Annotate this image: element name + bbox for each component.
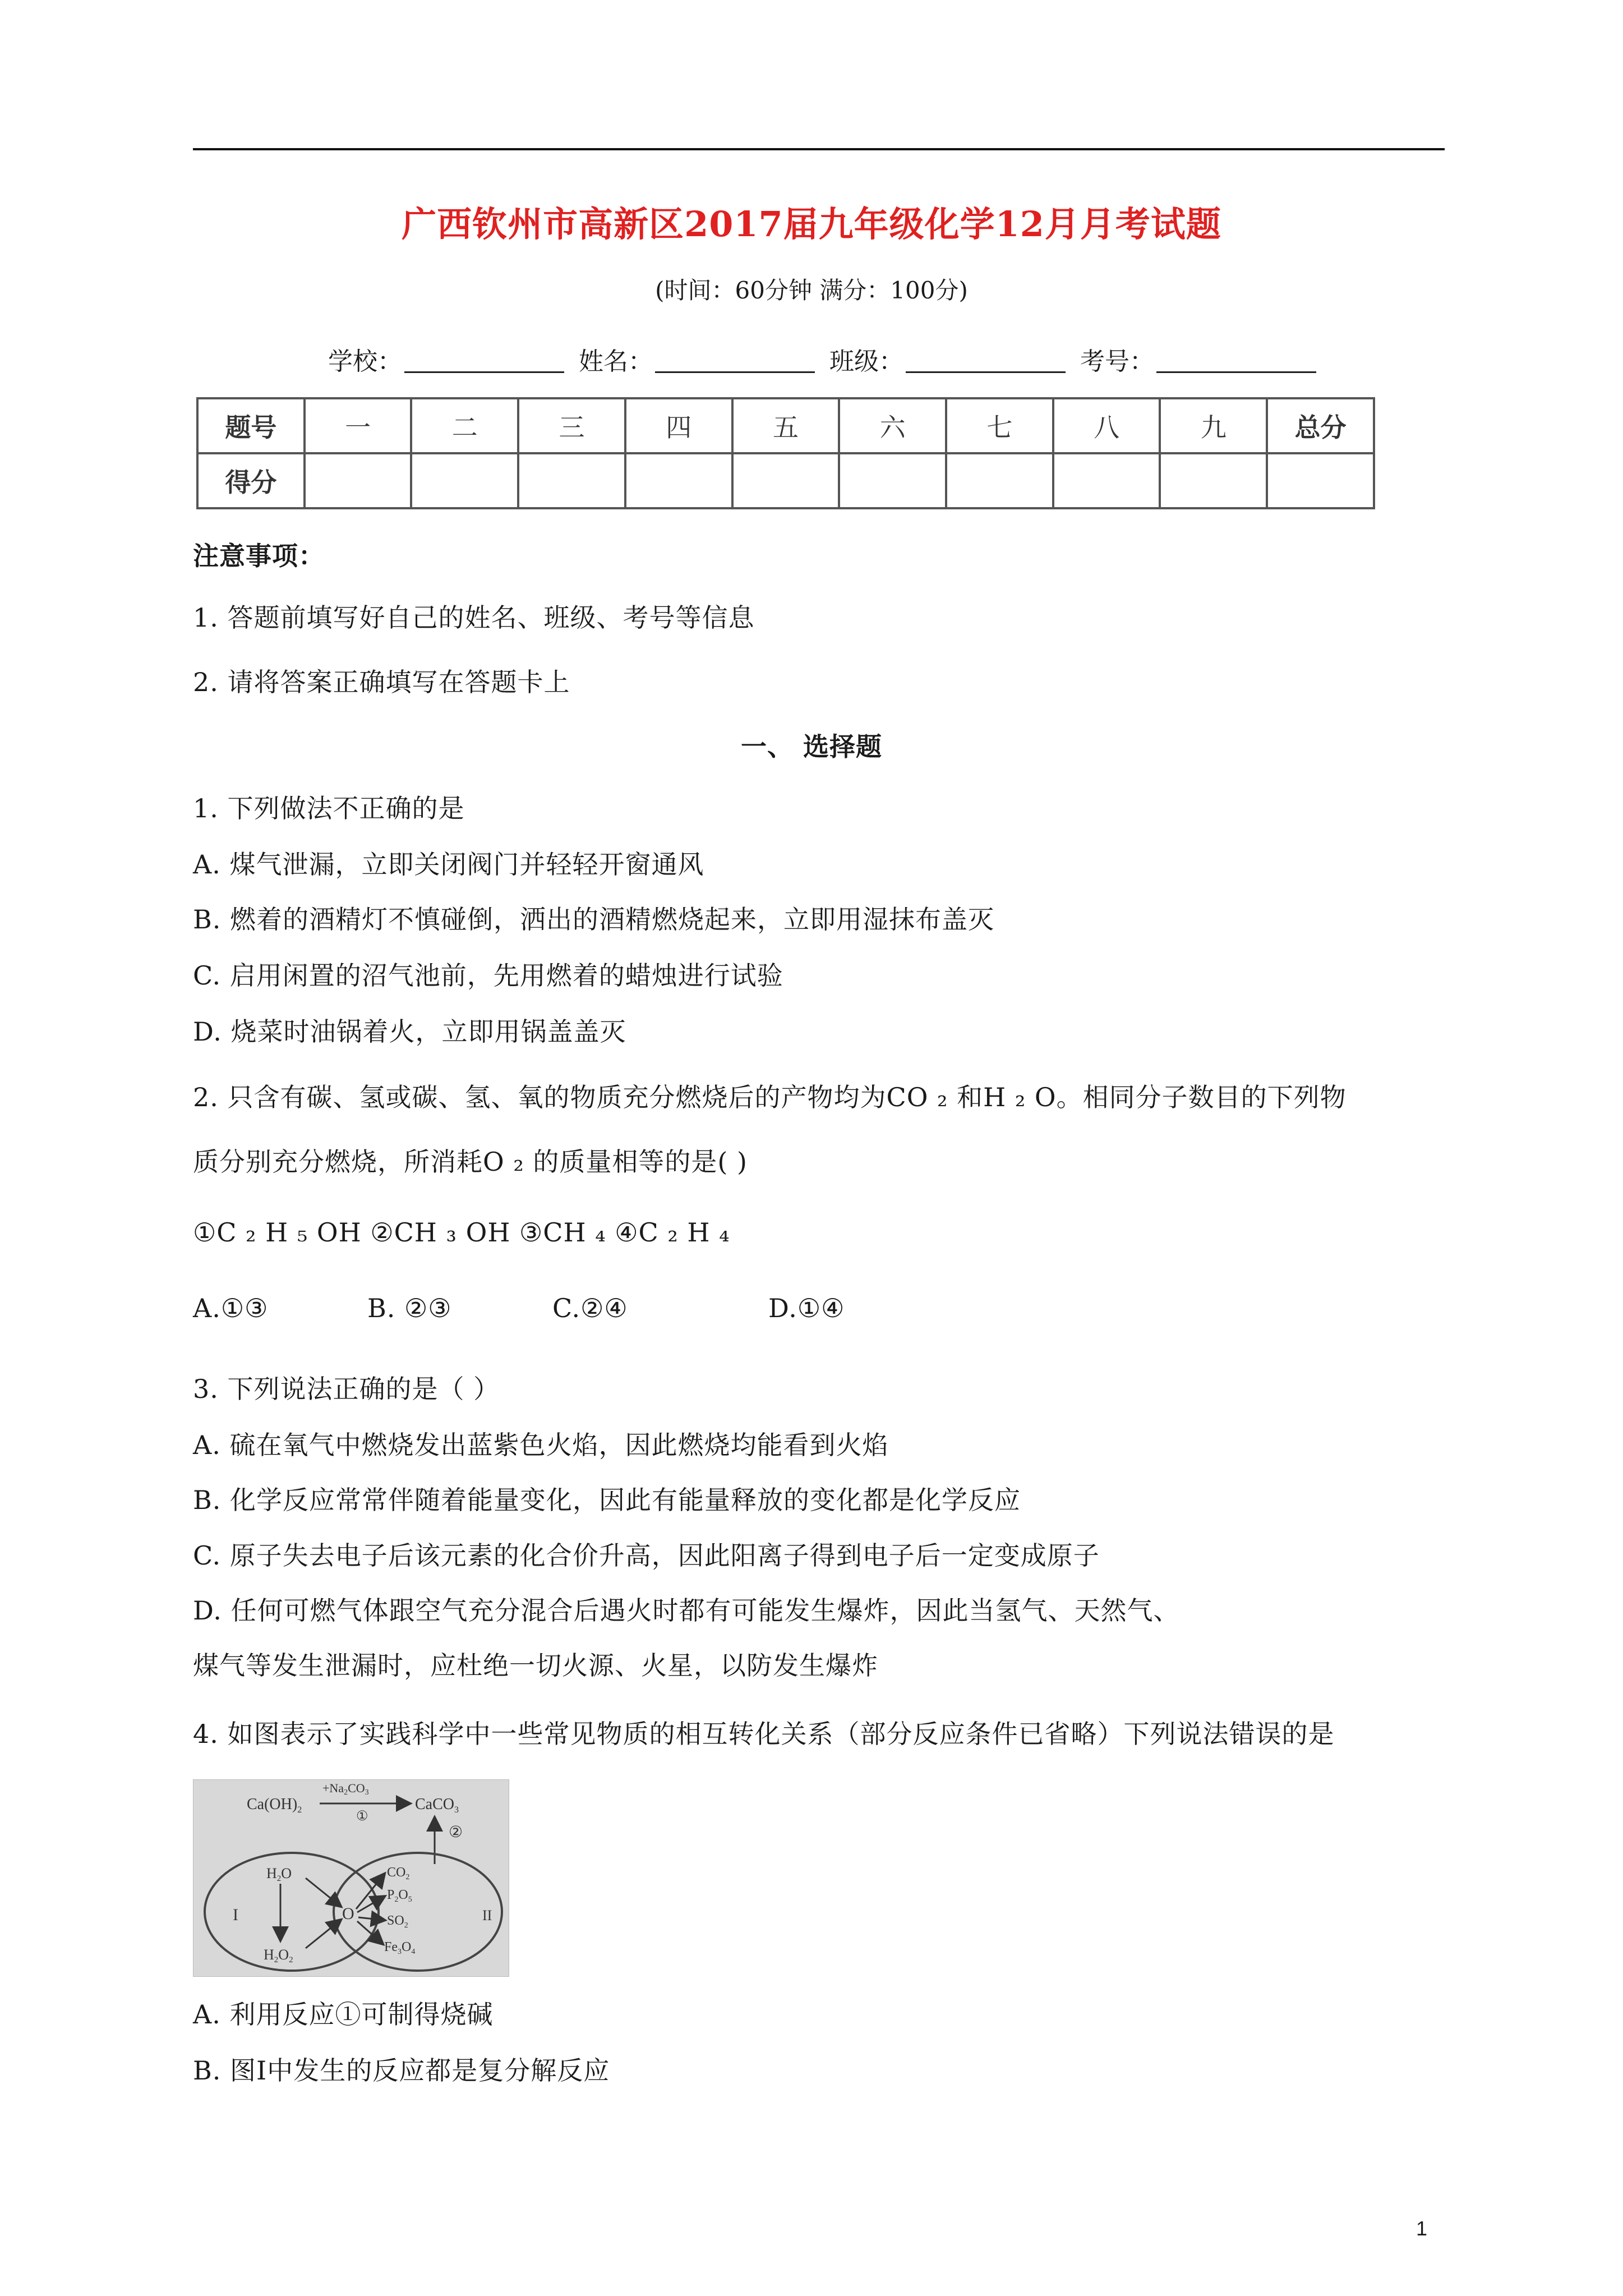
score-cell[interactable] xyxy=(1160,453,1267,508)
question-option: B. 燃着的酒精灯不慎碰倒，洒出的酒精燃烧起来，立即用湿抹布盖灭 xyxy=(193,904,995,935)
exam-no-blank[interactable] xyxy=(1156,349,1316,373)
score-cell[interactable] xyxy=(625,453,732,508)
score-header-cell: 题号 xyxy=(197,398,305,453)
reaction-1-marker: ① xyxy=(356,1809,368,1824)
question-option: B. ②③ xyxy=(367,1293,452,1323)
oxygen-label: O xyxy=(342,1904,354,1923)
score-header-cell: 一 xyxy=(305,398,412,453)
question-option: A. 利用反应①可制得烧碱 xyxy=(193,1999,494,2030)
reaction-2-marker: ② xyxy=(449,1824,463,1841)
fe3o4-label: $Fe_3O_4$ xyxy=(384,1940,416,1956)
score-header-cell: 四 xyxy=(625,398,732,453)
question-stem: 质分别充分燃烧，所消耗O ₂ 的质量相等的是( ) xyxy=(193,1147,748,1177)
score-header-cell: 二 xyxy=(411,398,518,453)
school-blank[interactable] xyxy=(404,349,564,373)
score-row-label: 得分 xyxy=(197,453,305,508)
question-option: D. 任何可燃气体跟空气充分混合后遇火时都有可能发生爆炸，因此当氢气、天然气、 xyxy=(193,1595,1180,1626)
question-option: D.①④ xyxy=(768,1293,845,1323)
h2o2-o2-arrow xyxy=(306,1920,340,1948)
question-option: B. 图Ⅰ中发生的反应都是复分解反应 xyxy=(193,2055,610,2086)
question-option: A. 煤气泄漏，立即关闭阀门并轻轻开窗通风 xyxy=(193,849,704,880)
note-item: 1. 答题前填写好自己的姓名、班级、考号等信息 xyxy=(193,602,755,633)
question-option: B. 化学反应常常伴随着能量变化，因此有能量释放的变化都是化学反应 xyxy=(193,1485,1021,1515)
school-label: 学校： xyxy=(328,347,402,376)
caoh2-label: $Ca(OH)_2$ xyxy=(247,1796,302,1815)
score-table xyxy=(196,397,1375,509)
score-cell[interactable] xyxy=(946,453,1053,508)
class-blank[interactable] xyxy=(906,349,1066,373)
score-header-cell: 六 xyxy=(839,398,946,453)
so2-label: $SO_2$ xyxy=(387,1913,408,1930)
question-option-continued: 煤气等发生泄漏时，应杜绝一切火源、火星，以防发生爆炸 xyxy=(193,1650,878,1681)
score-cell[interactable] xyxy=(732,453,840,508)
question-option: C.②④ xyxy=(552,1293,628,1323)
exam-meta: (时间：60分钟 满分：100分) xyxy=(655,277,968,304)
question-stem: 3. 下列说法正确的是（ ） xyxy=(193,1374,500,1404)
question-stem: 4. 如图表示了实践科学中一些常见物质的相互转化关系（部分反应条件已省略）下列说法错误的是 xyxy=(193,1719,1335,1749)
conversion-diagram-svg xyxy=(193,1780,509,1976)
score-header-cell: 九 xyxy=(1160,398,1267,453)
h2o2-label: H2O2 xyxy=(264,1947,293,1964)
o2-fe3o4-arrow xyxy=(357,1921,382,1944)
score-cell[interactable] xyxy=(1267,453,1374,508)
p2o5-label: $P_2O_5$ xyxy=(387,1888,412,1904)
score-table-score-row xyxy=(197,453,1374,508)
question-stem: 1. 下列做法不正确的是 xyxy=(193,793,465,823)
score-header-cell: 总分 xyxy=(1267,398,1374,453)
name-label: 姓名： xyxy=(579,347,653,376)
question-option: A. 硫在氧气中燃烧发出蓝紫色火焰，因此燃烧均能看到火焰 xyxy=(193,1430,889,1460)
score-table-header-row xyxy=(197,398,1374,453)
score-cell[interactable] xyxy=(518,453,625,508)
question-option: C. 原子失去电子后该元素的化合价升高，因此阳离子得到电子后一定变成原子 xyxy=(193,1540,1100,1571)
question-option: D. 烧菜时油锅着火，立即用锅盖盖灭 xyxy=(193,1016,626,1047)
section-title: 一、 选择题 xyxy=(740,731,882,762)
conversion-diagram xyxy=(193,1779,509,1977)
question-stem: 2. 只含有碳、氢或碳、氢、氧的物质充分燃烧后的产物均为CO ₂ 和H ₂ O。相同分子数目的下列物 xyxy=(193,1082,1347,1112)
page-number: 1 xyxy=(1416,2217,1428,2240)
page-title: 广西钦州市高新区2017届九年级化学12月月考试题 xyxy=(402,204,1221,245)
score-cell[interactable] xyxy=(411,453,518,508)
exam-no-label: 考号： xyxy=(1080,347,1154,376)
score-cell[interactable] xyxy=(1053,453,1160,508)
question-option: A.①③ xyxy=(193,1293,269,1323)
h2o-label: H2O xyxy=(266,1865,292,1883)
na2co3-label: +Na2CO3 xyxy=(322,1781,369,1797)
score-header-cell: 三 xyxy=(518,398,625,453)
caco3-label: CaCO$_3$ xyxy=(415,1796,459,1815)
co2-label: $CO_2$ xyxy=(387,1865,410,1881)
name-blank[interactable] xyxy=(655,349,815,373)
score-header-cell: 七 xyxy=(946,398,1053,453)
question-items: ①C ₂ H ₅ OH ②CH ₃ OH ③CH ₄ ④C ₂ H ₄ xyxy=(193,1217,730,1248)
score-cell[interactable] xyxy=(305,453,412,508)
score-header-cell: 八 xyxy=(1053,398,1160,453)
h2o-o2-arrow xyxy=(306,1878,340,1906)
o2-co2-arrow xyxy=(356,1874,384,1909)
notes-heading: 注意事项： xyxy=(193,541,325,571)
question-option: C. 启用闲置的沼气池前，先用燃着的蜡烛进行试验 xyxy=(193,960,783,991)
region-ii-label: II xyxy=(482,1907,492,1924)
note-item: 2. 请将答案正确填写在答题卡上 xyxy=(193,667,570,697)
class-label: 班级： xyxy=(829,347,903,376)
header-rule xyxy=(193,148,1445,150)
student-info-line xyxy=(328,341,1323,377)
score-header-cell: 五 xyxy=(732,398,840,453)
score-cell[interactable] xyxy=(839,453,946,508)
o2-p2o5-arrow xyxy=(357,1897,384,1912)
region-i-label: I xyxy=(233,1906,238,1924)
o2-so2-arrow xyxy=(358,1917,384,1920)
